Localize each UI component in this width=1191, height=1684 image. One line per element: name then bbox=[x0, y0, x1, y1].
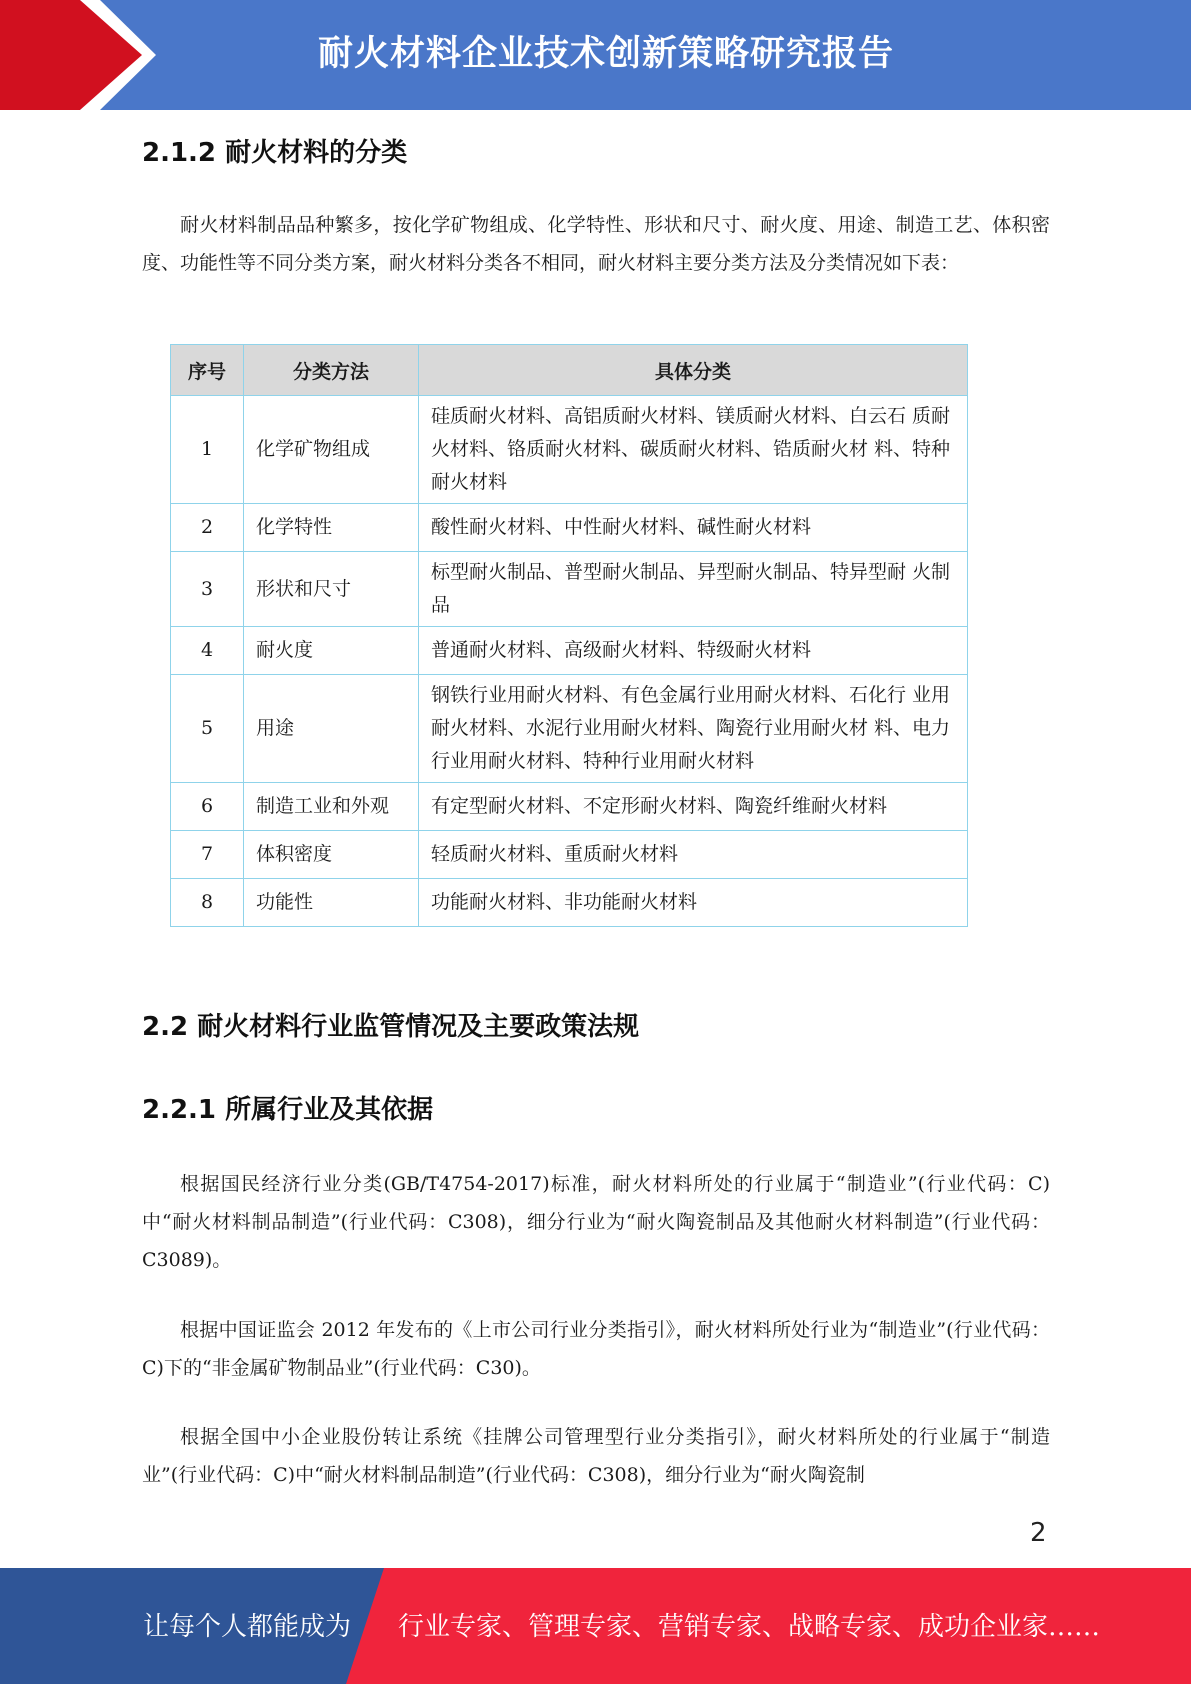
row-detail: 轻质耐火材料、重质耐火材料 bbox=[419, 831, 968, 879]
footer-banner bbox=[0, 1568, 1191, 1684]
footer-slogan-right: 行业专家、管理专家、营销专家、战略专家、成功企业家…… bbox=[398, 1612, 1101, 1642]
row-method: 体积密度 bbox=[244, 831, 419, 879]
table-row bbox=[171, 552, 968, 627]
table-row bbox=[171, 675, 968, 783]
table-row bbox=[171, 831, 968, 879]
row-number: 8 bbox=[171, 879, 244, 927]
column-header-detail: 具体分类 bbox=[419, 345, 968, 396]
row-number: 6 bbox=[171, 783, 244, 831]
footer-slogan-left: 让每个人都能成为 bbox=[143, 1612, 352, 1642]
row-detail: 功能耐火材料、非功能耐火材料 bbox=[419, 879, 968, 927]
row-number: 3 bbox=[171, 552, 244, 627]
row-detail: 硅质耐火材料、高铝质耐火材料、镁质耐火材料、白云石 质耐火材料、铬质耐火材料、碳质耐火材料、锆质耐火材 料、特种耐火材料 bbox=[419, 396, 968, 504]
row-detail: 酸性耐火材料、中性耐火材料、碱性耐火材料 bbox=[419, 504, 968, 552]
row-number: 5 bbox=[171, 675, 244, 783]
section-heading-2-2: 2.2 耐火材料行业监管情况及主要政策法规 bbox=[142, 1012, 640, 1042]
table-row bbox=[171, 504, 968, 552]
row-detail: 有定型耐火材料、不定形耐火材料、陶瓷纤维耐火材料 bbox=[419, 783, 968, 831]
industry-paragraph-gb: 根据国民经济行业分类(GB/T4754-2017)标准，耐火材料所处的行业属于“制造业”(行业代码：C)中“耐火材料制品制造”(行业代码：C308)，细分行业为“耐火陶瓷制品及其他耐火材料制造”(行业代码：C3089)。 bbox=[142, 1173, 1050, 1271]
row-number: 4 bbox=[171, 627, 244, 675]
table-row bbox=[171, 396, 968, 504]
column-header-number: 序号 bbox=[171, 345, 244, 396]
row-method: 形状和尺寸 bbox=[244, 552, 419, 627]
row-number: 2 bbox=[171, 504, 244, 552]
industry-paragraph-csrc: 根据中国证监会 2012 年发布的《上市公司行业分类指引》，耐火材料所处行业为“制造业”(行业代码：C)下的“非金属矿物制品业”(行业代码：C30)。 bbox=[142, 1319, 1050, 1379]
classification-table bbox=[170, 344, 968, 927]
row-detail: 普通耐火材料、高级耐火材料、特级耐火材料 bbox=[419, 627, 968, 675]
table-row bbox=[171, 783, 968, 831]
section-heading-2-1-2: 2.1.2 耐火材料的分类 bbox=[142, 138, 408, 168]
section-heading-2-2-1: 2.2.1 所属行业及其依据 bbox=[142, 1095, 434, 1125]
row-method: 用途 bbox=[244, 675, 419, 783]
row-detail: 钢铁行业用耐火材料、有色金属行业用耐火材料、石化行 业用耐火材料、水泥行业用耐火材料、陶瓷行业用耐火材 料、电力行业用耐火材料、特种行业用耐火材料 bbox=[419, 675, 968, 783]
row-method: 制造工业和外观 bbox=[244, 783, 419, 831]
row-method: 化学矿物组成 bbox=[244, 396, 419, 504]
classification-intro-paragraph: 耐火材料制品品种繁多，按化学矿物组成、化学特性、形状和尺寸、耐火度、用途、制造工艺、体积密度、功能性等不同分类方案，耐火材料分类各不相同，耐火材料主要分类方法及分类情况如下表： bbox=[142, 214, 1050, 274]
header-banner bbox=[0, 0, 1191, 110]
table-row bbox=[171, 627, 968, 675]
row-method: 功能性 bbox=[244, 879, 419, 927]
row-number: 7 bbox=[171, 831, 244, 879]
row-method: 耐火度 bbox=[244, 627, 419, 675]
row-detail: 标型耐火制品、普型耐火制品、异型耐火制品、特异型耐 火制品 bbox=[419, 552, 968, 627]
report-title: 耐火材料企业技术创新策略研究报告 bbox=[318, 34, 895, 74]
industry-paragraph-neeq: 根据全国中小企业股份转让系统《挂牌公司管理型行业分类指引》，耐火材料所处的行业属于“制造业”(行业代码：C)中“耐火材料制品制造”(行业代码：C308)，细分行业为“耐火陶瓷制 bbox=[142, 1426, 1050, 1486]
table-row bbox=[171, 879, 968, 927]
column-header-method: 分类方法 bbox=[244, 345, 419, 396]
row-method: 化学特性 bbox=[244, 504, 419, 552]
table-header-row bbox=[171, 345, 968, 396]
row-number: 1 bbox=[171, 396, 244, 504]
page-number: 2 bbox=[1030, 1518, 1047, 1548]
